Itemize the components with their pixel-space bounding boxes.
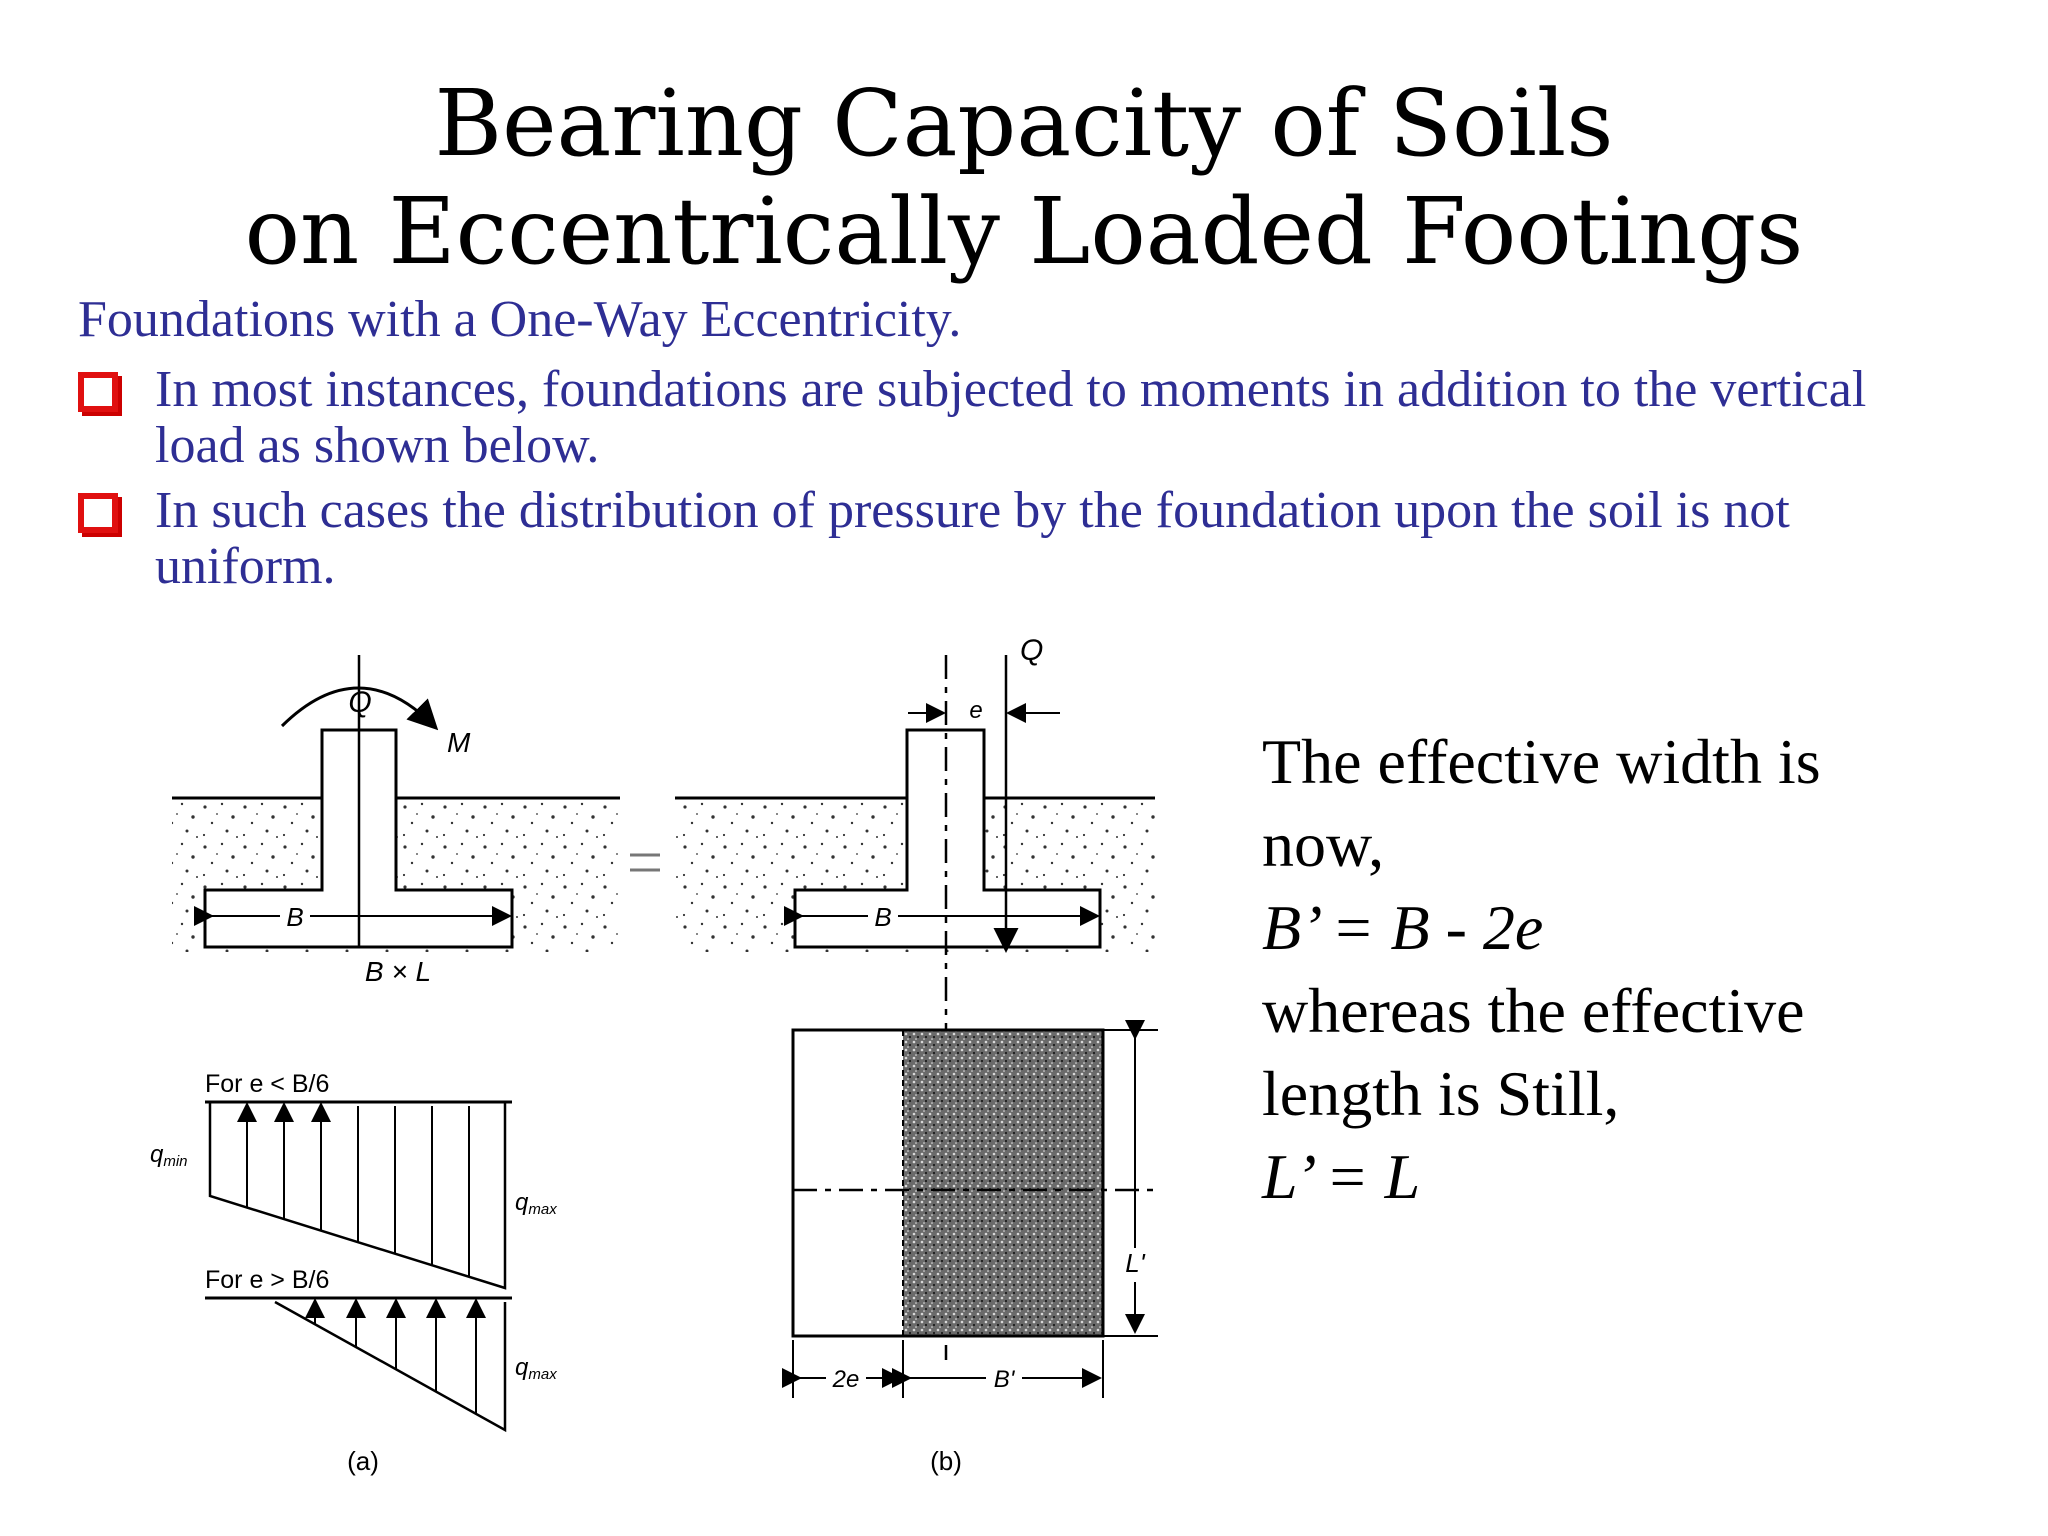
footing-a [172,655,620,987]
bullet-1-line-2: load as shown below. [155,417,600,474]
bullet-2-line-1: In such cases the distribution of pressure by the foundation upon the soil is not [155,482,1790,539]
label-b-prime: B' [993,1366,1015,1393]
label-l-prime: L' [1125,1248,1145,1278]
label-q-b: Q [1020,634,1044,667]
label-q-a: Q [348,686,372,719]
effective-dimensions-text [1262,720,1821,1218]
equation-b-prime: B’ = B - 2e [1262,892,1544,963]
right-line-4: length is Still, [1262,1058,1620,1129]
title-line-2: on Eccentrically Loaded Footings [244,178,1804,285]
subtitle: Foundations with a One-Way Eccentricity. [78,291,962,348]
label-qmax-1: qmax [515,1189,557,1218]
right-line-3: whereas the effective [1262,975,1805,1046]
right-line-1: The effective width is [1262,726,1821,797]
title-line-1: Bearing Capacity of Soils [434,70,1614,177]
label-b-b: B [874,902,892,932]
label-b-a: B [286,902,304,932]
bullet-1-line-1: In most instances, foundations are subjected to moments in addition to the vertical [155,361,1867,418]
label-for-small-e: For e < B/6 [205,1070,330,1098]
bullet-2-line-2: uniform. [155,538,336,595]
label-qmin: qmin [150,1141,188,1170]
label-for-large-e: For e > B/6 [205,1266,330,1294]
label-e: e [969,697,983,724]
right-line-2: now, [1262,809,1385,880]
equals-sign [630,855,660,870]
label-bxl: B × L [364,956,432,987]
plan-view [793,1030,1158,1398]
label-m: M [447,727,471,758]
effective-area [903,1030,1103,1336]
label-qmax-2: qmax [515,1354,557,1383]
caption-b: (b) [930,1446,962,1476]
pressure-diagram-small-e [150,1070,557,1288]
label-2e: 2e [832,1366,860,1393]
equation-l-prime: L’ = L [1262,1141,1421,1212]
pressure-diagram-large-e [205,1266,557,1430]
caption-a: (a) [347,1446,379,1476]
